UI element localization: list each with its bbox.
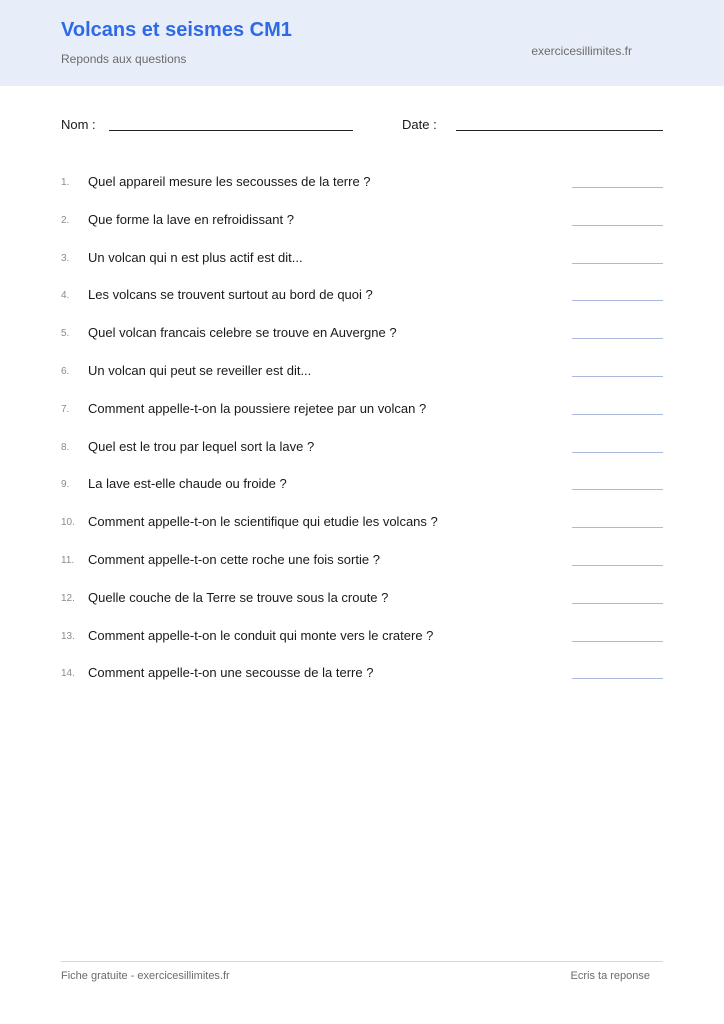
question-number: 1. (61, 177, 70, 188)
footer-credit: Fiche gratuite - exercicesillimites.fr (61, 970, 230, 982)
question-number: 7. (61, 403, 70, 415)
question-number: 8. (61, 441, 70, 453)
question-row (0, 622, 724, 660)
worksheet-header (0, 0, 724, 86)
question-text: Quel appareil mesure les secousses de la terre ? (88, 174, 371, 189)
date-label: Date : (402, 117, 437, 132)
question-row (0, 168, 724, 206)
answer-line[interactable] (572, 641, 663, 642)
question-text: Que forme la lave en refroidissant ? (88, 211, 294, 227)
question-list (0, 168, 724, 697)
question-number: 3. (61, 252, 70, 264)
question-row (0, 357, 724, 395)
question-text: Comment appelle-t-on le scientifique qui etudie les volcans ? (88, 514, 438, 530)
answer-line[interactable] (572, 452, 663, 453)
answer-line[interactable] (572, 527, 663, 528)
question-text: Un volcan qui n est plus actif est dit... (88, 249, 303, 265)
question-number: 4. (61, 290, 70, 302)
question-number: 6. (61, 365, 70, 377)
worksheet-subtitle: Reponds aux questions (61, 52, 187, 66)
question-row (0, 319, 724, 357)
question-row (0, 395, 724, 433)
question-row (0, 281, 724, 319)
site-name: exercicesillimites.fr (531, 44, 632, 58)
answer-line[interactable] (572, 414, 663, 415)
question-text: Les volcans se trouvent surtout au bord de quoi ? (88, 287, 373, 303)
question-text: Comment appelle-t-on la poussiere rejetee par un volcan ? (88, 400, 427, 416)
date-field[interactable] (456, 130, 663, 131)
question-row (0, 659, 724, 697)
answer-line[interactable] (572, 489, 663, 490)
question-text: Un volcan qui peut se reveiller est dit... (88, 362, 312, 378)
question-number: 2. (61, 214, 70, 226)
answer-line[interactable] (572, 603, 663, 604)
question-row (0, 584, 724, 622)
name-label: Nom : (61, 117, 96, 132)
footer-divider (61, 961, 663, 962)
question-text: Comment appelle-t-on cette roche une fois sortie ? (88, 551, 380, 567)
question-row (0, 244, 724, 282)
answer-line[interactable] (572, 300, 663, 301)
name-field[interactable] (109, 130, 353, 131)
answer-line[interactable] (572, 225, 663, 226)
question-text: Comment appelle-t-on le conduit qui monte vers le cratere ? (88, 627, 434, 643)
question-row (0, 470, 724, 508)
question-number: 11. (61, 554, 75, 566)
question-number: 14. (61, 668, 75, 680)
question-text: Quelle couche de la Terre se trouve sous la croute ? (88, 589, 389, 605)
worksheet-title: Volcans et seismes CM1 (61, 19, 292, 41)
question-row (0, 508, 724, 546)
question-number: 13. (61, 630, 75, 642)
answer-line[interactable] (572, 678, 663, 679)
answer-line[interactable] (572, 263, 663, 264)
question-text: Quel volcan francais celebre se trouve en Auvergne ? (88, 325, 397, 341)
question-number: 10. (61, 517, 75, 529)
question-number: 5. (61, 328, 70, 340)
question-text: La lave est-elle chaude ou froide ? (88, 476, 287, 492)
answer-line[interactable] (572, 376, 663, 377)
question-text: Quel est le trou par lequel sort la lave ? (88, 438, 315, 454)
question-row (0, 546, 724, 584)
question-row (0, 433, 724, 471)
question-number: 9. (61, 479, 70, 491)
question-text: Comment appelle-t-on une secousse de la terre ? (88, 665, 374, 681)
answer-line[interactable] (572, 565, 663, 566)
question-row (0, 206, 724, 244)
footer-instruction: Ecris ta reponse (570, 970, 650, 982)
question-number: 12. (61, 592, 75, 604)
answer-line[interactable] (572, 187, 663, 188)
answer-line[interactable] (572, 338, 663, 339)
